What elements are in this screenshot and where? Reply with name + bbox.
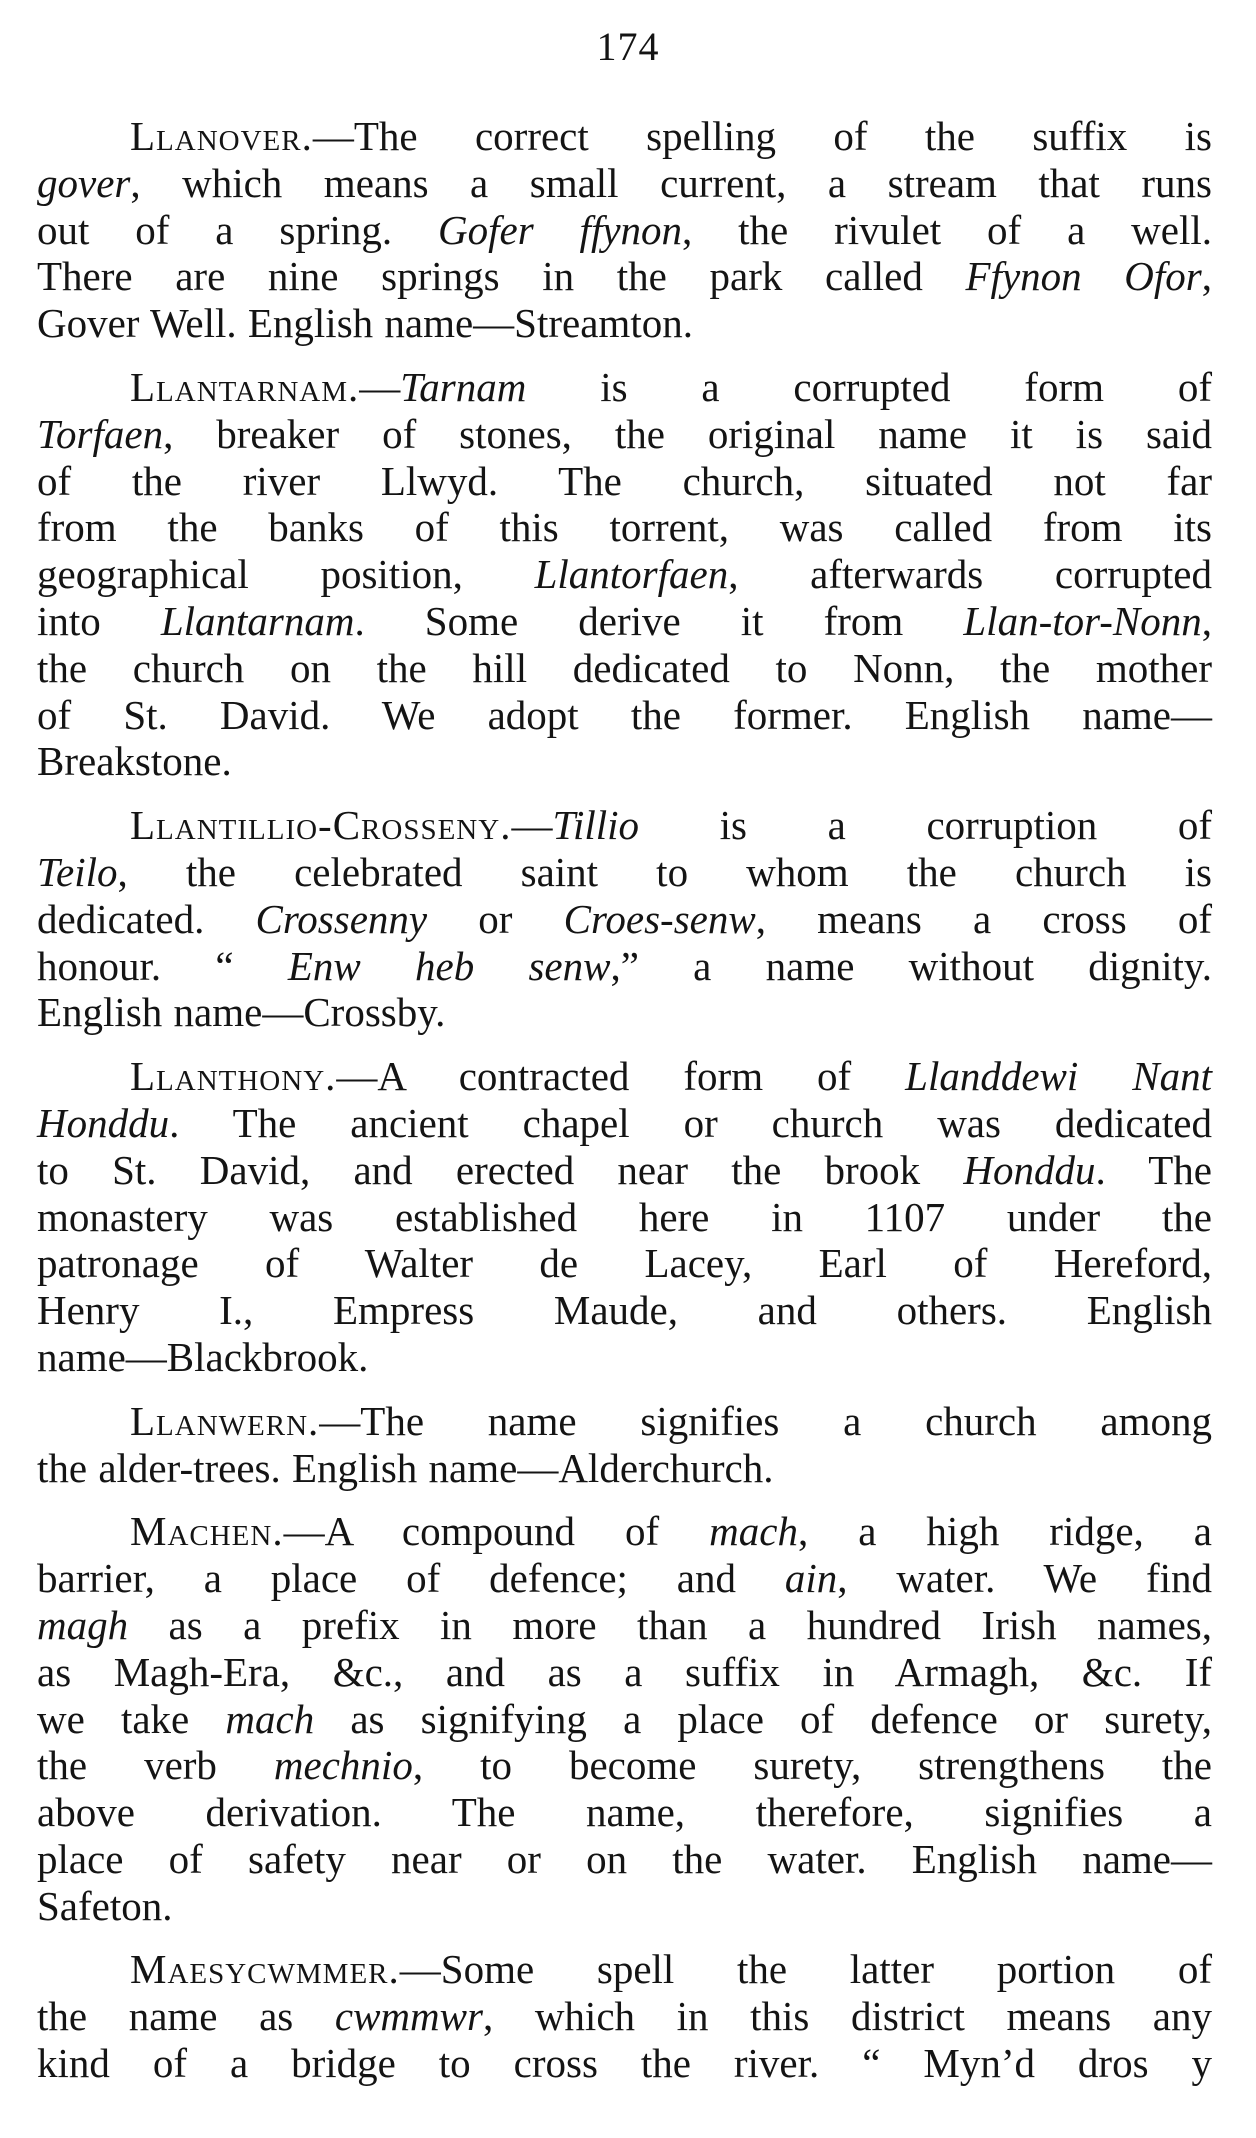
text-run: dedicated. — [37, 895, 256, 942]
text-line — [37, 1445, 1212, 1492]
italic-term: ain — [784, 1555, 838, 1602]
italic-term: Honddu — [37, 1099, 170, 1146]
entry-headword: Llanwern. — [130, 1397, 320, 1444]
italic-term: Crossenny — [255, 895, 428, 942]
text-line — [37, 1789, 1212, 1836]
text-run: of the river Llwyd. The church, situated not far — [37, 457, 1212, 504]
text-run: the name as — [37, 1993, 335, 2040]
text-run: as signifying a place of defence or surety, — [314, 1695, 1213, 1742]
text-run: There are nine springs in the park called — [37, 253, 966, 300]
text-line — [37, 1240, 1212, 1287]
text-line — [37, 1398, 1212, 1445]
text-run: above derivation. The name, therefore, signifies a — [37, 1789, 1212, 1836]
text-run: of St. David. We adopt the former. English name— — [37, 691, 1212, 738]
entry-headword: Machen. — [130, 1508, 284, 1555]
entry-headword: Llantillio-Crosseny. — [130, 802, 512, 849]
italic-term: Llan-tor-Nonn — [963, 597, 1202, 644]
text-run: , — [1201, 253, 1212, 300]
text-run: —The name signifies a church among — [319, 1397, 1212, 1444]
text-line — [37, 1334, 1212, 1381]
text-line — [37, 1053, 1212, 1100]
text-run: from the banks of this torrent, was called from its — [37, 504, 1212, 551]
text-run: we take — [37, 1695, 226, 1742]
text-line — [37, 1836, 1212, 1883]
text-run: honour. “ — [37, 942, 288, 989]
text-line — [37, 1147, 1212, 1194]
text-run: —A compound of — [283, 1508, 710, 1555]
italic-term: magh — [37, 1601, 129, 1648]
text-run: the church on the hill dedicated to Nonn, the mother — [37, 644, 1212, 691]
text-run: , water. We find — [837, 1555, 1212, 1602]
text-line — [37, 551, 1212, 598]
entry-paragraph — [37, 364, 1212, 785]
italic-term: Llanddewi Nant — [905, 1053, 1212, 1100]
text-line — [37, 1696, 1212, 1743]
text-line — [37, 1946, 1212, 1993]
entry-headword: Llanthony. — [130, 1053, 337, 1100]
text-run: name—Blackbrook. — [37, 1333, 369, 1380]
text-run: — — [511, 802, 553, 849]
text-run: , means a cross of — [755, 895, 1213, 942]
italic-term: mach — [709, 1508, 798, 1555]
italic-term: Gofer ffynon — [438, 206, 683, 253]
text-run: , to become surety, strengthens the — [412, 1742, 1212, 1789]
italic-term: Torfaen — [37, 410, 164, 457]
text-line — [37, 989, 1212, 1036]
text-run: , the celebrated saint to whom the church is — [117, 848, 1212, 895]
text-line — [37, 849, 1212, 896]
italic-term: Llantorfaen — [534, 551, 729, 598]
text-line — [37, 943, 1212, 990]
text-run: as Magh-Era, &c., and as a suffix in Armagh, &c. If — [37, 1648, 1212, 1695]
text-line — [37, 1555, 1212, 1602]
text-line — [37, 207, 1212, 254]
text-line — [37, 364, 1212, 411]
page-number: 174 — [596, 24, 660, 69]
text-run: —A contracted form of — [336, 1053, 906, 1100]
text-line — [37, 113, 1212, 160]
italic-term: gover — [37, 159, 131, 206]
text-run: as a prefix in more than a hundred Irish names, — [128, 1601, 1212, 1648]
text-line — [37, 411, 1212, 458]
italic-term: Tarnam — [400, 363, 527, 410]
text-run: , — [1201, 597, 1212, 644]
text-line — [37, 1742, 1212, 1789]
text-run: , afterwards corrupted — [728, 551, 1213, 598]
text-run: , which means a small current, a stream that runs — [130, 159, 1212, 206]
text-run: monastery was established here in 1107 under the — [37, 1193, 1212, 1240]
text-run: —The correct spelling of the suffix is — [312, 113, 1212, 159]
text-run: , which in this district means any — [482, 1993, 1213, 2040]
text-run: ,” a name without dignity. — [610, 942, 1212, 989]
text-line — [37, 692, 1212, 739]
text-run: , a high ridge, a — [797, 1508, 1212, 1555]
italic-term: mechnio — [273, 1742, 413, 1789]
entry-paragraph — [37, 113, 1212, 347]
text-run: Safeton. — [37, 1882, 173, 1929]
text-run: . The — [1095, 1146, 1212, 1193]
text-run: English name—Crossby. — [37, 989, 446, 1036]
text-run: is a corruption of — [639, 802, 1212, 849]
italic-term: Tillio — [552, 802, 640, 849]
entry-headword: Llanover. — [130, 113, 313, 159]
entry-paragraph — [37, 1398, 1212, 1492]
text-run: into — [37, 597, 161, 644]
entry-paragraph — [37, 802, 1212, 1036]
italic-term: cwmmwr — [334, 1993, 483, 2040]
text-run: Henry I., Empress Maude, and others. English — [37, 1287, 1212, 1334]
text-run: . The ancient chapel or church was dedicated — [169, 1099, 1212, 1146]
text-run: Breakstone. — [37, 738, 232, 785]
text-line — [37, 1649, 1212, 1696]
text-run: barrier, a place of defence; and — [37, 1555, 785, 1602]
entry-headword: Llantarnam. — [130, 363, 360, 410]
italic-term: Teilo — [37, 848, 118, 895]
text-run: . Some derive it from — [354, 597, 964, 644]
text-line — [37, 1993, 1212, 2040]
text-run: is a corrupted form of — [526, 363, 1212, 410]
text-line — [37, 253, 1212, 300]
text-line — [37, 598, 1212, 645]
text-run: , breaker of stones, the original name it is said — [163, 410, 1212, 457]
entry-paragraph — [37, 1053, 1212, 1381]
text-line — [37, 160, 1212, 207]
text-run: , the rivulet of a well. — [682, 206, 1212, 253]
text-run: the alder-trees. English name—Alderchurch. — [37, 1444, 774, 1491]
text-line — [37, 1100, 1212, 1147]
text-run: Gover Well. English name—Streamton. — [37, 300, 693, 347]
text-run: or — [427, 895, 564, 942]
text-line — [37, 738, 1212, 785]
text-line — [37, 504, 1212, 551]
entry-headword: Maesycwmmer. — [130, 1946, 400, 1993]
entry-paragraph — [37, 1508, 1212, 1929]
text-line — [37, 1194, 1212, 1241]
text-run: —Some spell the latter portion of — [399, 1946, 1212, 1993]
text-line — [37, 1508, 1212, 1555]
text-run: out of a spring. — [37, 206, 439, 253]
italic-term: Ffynon Ofor — [965, 253, 1202, 300]
text-line — [37, 458, 1212, 505]
text-run: the verb — [37, 1742, 274, 1789]
text-line — [37, 1883, 1212, 1930]
text-run: place of safety near or on the water. English name— — [37, 1835, 1212, 1882]
italic-term: Llantarnam — [160, 597, 355, 644]
text-line — [37, 802, 1212, 849]
italic-term: Honddu — [963, 1146, 1096, 1193]
text-line — [37, 896, 1212, 943]
entry-paragraph — [37, 1946, 1212, 2086]
text-run: to St. David, and erected near the brook — [37, 1146, 964, 1193]
text-run: — — [359, 363, 401, 410]
text-line — [37, 1287, 1212, 1334]
text-line — [37, 1602, 1212, 1649]
text-run: patronage of Walter de Lacey, Earl of Hereford, — [37, 1240, 1212, 1287]
text-run: kind of a bridge to cross the river. “ Myn’d dros y — [37, 2040, 1212, 2087]
text-body — [37, 113, 1212, 2104]
italic-term: Croes-senw — [563, 895, 756, 942]
text-line — [37, 645, 1212, 692]
text-line — [37, 2040, 1212, 2087]
italic-term: mach — [225, 1695, 315, 1742]
italic-term: Enw heb senw — [287, 942, 611, 989]
text-run: geographical position, — [37, 551, 535, 598]
text-line — [37, 300, 1212, 347]
